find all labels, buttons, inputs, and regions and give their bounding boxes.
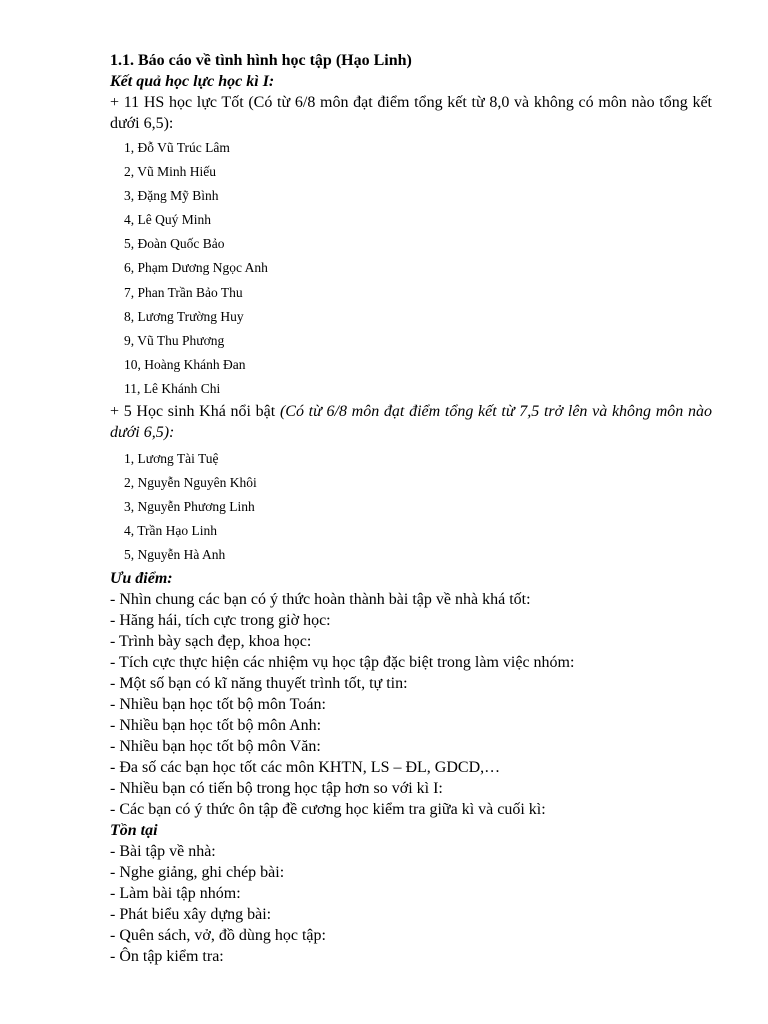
list-item: 1, Đỗ Vũ Trúc Lâm xyxy=(124,140,230,155)
list-item: 11, Lê Khánh Chi xyxy=(124,380,221,396)
good-student-list xyxy=(110,447,712,567)
excellent-student-list xyxy=(110,136,712,401)
strength-item: - Nhiều bạn có tiến bộ trong học tập hơn so với kì I: xyxy=(110,779,443,797)
list-item: 1, Lương Tài Tuệ xyxy=(124,451,219,467)
strength-item: - Nhiều bạn học tốt bộ môn Anh: xyxy=(110,716,322,734)
strength-item: - Tích cực thực hiện các nhiệm vụ học tập đặc biệt trong làm việc nhóm: xyxy=(110,653,575,671)
section-title: 1.1. Báo cáo về tình hình học tập (Hạo Linh) xyxy=(110,52,412,69)
strength-item: - Các bạn có ý thức ôn tập đề cương học kiểm tra giữa kì và cuối kì: xyxy=(110,800,546,818)
list-item: 4, Lê Quý Minh xyxy=(124,212,211,228)
list-item: 4, Trần Hạo Linh xyxy=(124,523,218,539)
list-item: 2, Nguyễn Nguyên Khôi xyxy=(124,475,257,491)
strengths-heading: Ưu điểm: xyxy=(110,569,173,587)
strength-item: - Nhiều bạn học tốt bộ môn Văn: xyxy=(110,737,321,755)
strength-item: - Nhiều bạn học tốt bộ môn Toán: xyxy=(110,695,326,713)
document-page xyxy=(110,50,712,967)
weaknesses-heading: Tồn tại xyxy=(110,821,158,839)
strength-item: - Nhìn chung các bạn có ý thức hoàn thành bài tập về nhà khá tốt: xyxy=(110,590,531,608)
list-item: 7, Phan Trần Bảo Thu xyxy=(124,284,243,300)
good-intro-plain: + 5 Học sinh Khá nổi bật xyxy=(110,403,280,421)
excellent-intro: + 11 HS học lực Tốt (Có từ 6/8 môn đạt điểm tổng kết từ 8,0 và không có môn nào tổng kết dưới 6,5): xyxy=(110,94,712,132)
list-item: 2, Vũ Minh Hiếu xyxy=(124,164,217,180)
strength-item: - Hăng hái, tích cực trong giờ học: xyxy=(110,611,331,629)
weakness-item: - Bài tập về nhà: xyxy=(110,842,216,860)
weakness-item: - Nghe giảng, ghi chép bài: xyxy=(110,863,285,881)
list-item: 8, Lương Trường Huy xyxy=(124,308,244,324)
list-item: 3, Đặng Mỹ Bình xyxy=(124,188,219,204)
weakness-item: - Làm bài tập nhóm: xyxy=(110,884,241,902)
list-item: 10, Hoàng Khánh Đan xyxy=(124,356,246,372)
weakness-item: - Phát biểu xây dựng bài: xyxy=(110,905,272,923)
list-item: 6, Phạm Dương Ngọc Anh xyxy=(124,260,268,276)
strength-item: - Đa số các bạn học tốt các môn KHTN, LS – ĐL, GDCD,… xyxy=(110,758,501,776)
weakness-item: - Ôn tập kiểm tra: xyxy=(110,947,224,965)
strength-item: - Một số bạn có kĩ năng thuyết trình tốt, tự tin: xyxy=(110,674,408,692)
good-intro xyxy=(110,401,712,443)
weakness-item: - Quên sách, vở, đồ dùng học tập: xyxy=(110,926,326,944)
list-item: 3, Nguyễn Phương Linh xyxy=(124,499,255,515)
list-item: 9, Vũ Thu Phương xyxy=(124,332,225,348)
good-intro-criteria: (Có từ 6/8 môn đạt điểm tổng kết từ 7,5 trở lên và không môn nào dưới 6,5): xyxy=(110,403,713,442)
list-item: 5, Đoàn Quốc Bảo xyxy=(124,236,225,252)
list-item: 5, Nguyễn Hà Anh xyxy=(124,547,226,563)
semester-results-heading: Kết quả học lực học kì I: xyxy=(110,73,275,90)
strength-item: - Trình bày sạch đẹp, khoa học: xyxy=(110,632,312,650)
